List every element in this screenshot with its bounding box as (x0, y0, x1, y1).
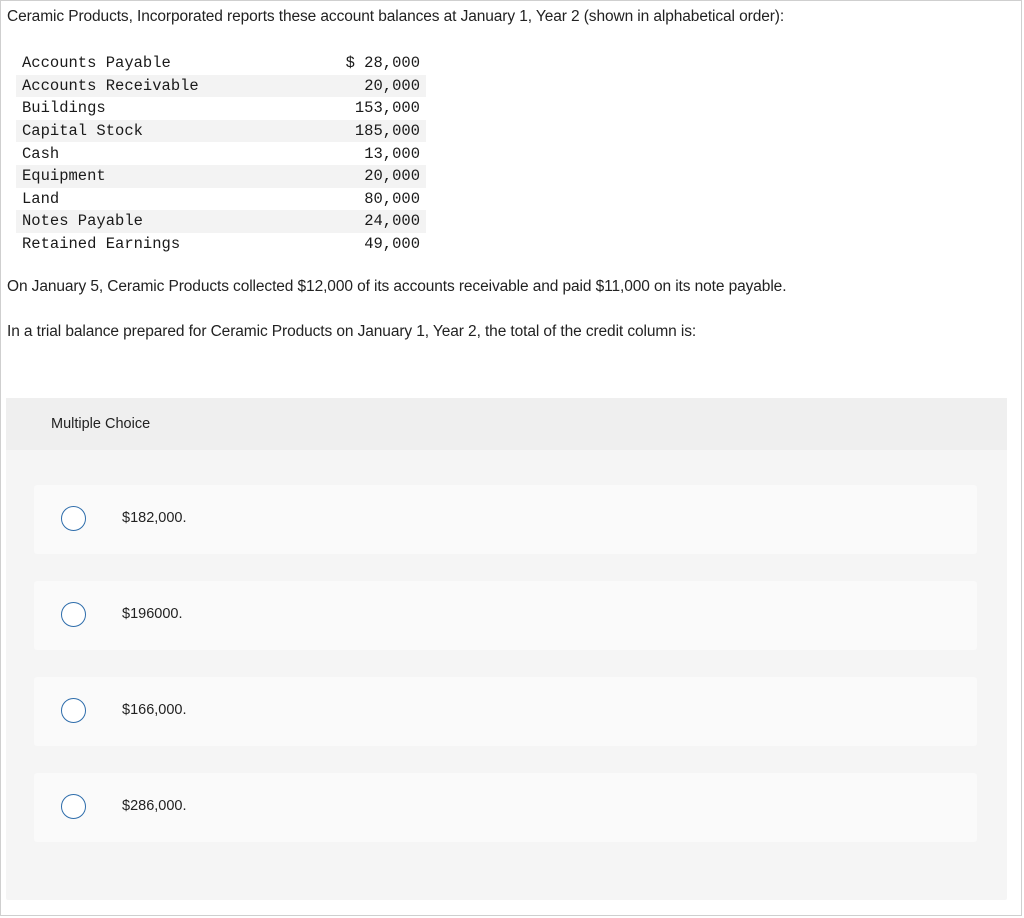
account-name: Cash (22, 144, 60, 163)
account-amount: 20,000 (332, 75, 426, 98)
table-row (16, 188, 426, 211)
account-name: Retained Earnings (22, 235, 181, 254)
account-name: Land (22, 189, 60, 208)
radio-button-icon[interactable] (61, 794, 86, 819)
choice-label: $182,000. (122, 510, 187, 526)
radio-button-icon[interactable] (61, 506, 86, 531)
table-row (16, 52, 426, 75)
account-name: Accounts Receivable (16, 75, 332, 98)
transaction-paragraph: On January 5, Ceramic Products collected $12,000 of its accounts receivable and paid $11,000 on its note payable. (7, 278, 787, 295)
radio-button-icon[interactable] (61, 698, 86, 723)
table-row (16, 120, 426, 143)
account-amount: 20,000 (332, 165, 426, 188)
account-amount: 80,000 (364, 189, 420, 208)
choice-option-1[interactable] (34, 485, 977, 554)
multiple-choice-label: Multiple Choice (51, 416, 151, 432)
choice-option-3[interactable] (34, 677, 977, 746)
choice-option-2[interactable] (34, 581, 977, 650)
choice-option-4[interactable] (34, 773, 977, 842)
question-intro: Ceramic Products, Incorporated reports these account balances at January 1, Year 2 (shown in alphabetical order): (7, 8, 785, 25)
choice-label: $286,000. (122, 798, 187, 814)
account-amount: 49,000 (364, 235, 420, 254)
account-amount: 185,000 (332, 120, 426, 143)
table-row (16, 97, 426, 120)
table-row (16, 210, 426, 233)
account-name: Equipment (16, 165, 332, 188)
choice-label: $166,000. (122, 702, 187, 718)
multiple-choice-header (6, 398, 1007, 450)
account-amount: $ 28,000 (345, 54, 420, 73)
table-row (16, 75, 426, 98)
account-balances-table (16, 52, 426, 255)
table-row (16, 165, 426, 188)
table-row (16, 233, 426, 256)
question-prompt: In a trial balance prepared for Ceramic Products on January 1, Year 2, the total of the credit column is: (7, 323, 697, 340)
account-name: Notes Payable (16, 210, 332, 233)
account-name: Capital Stock (16, 120, 332, 143)
account-amount: 153,000 (354, 99, 420, 118)
account-name: Buildings (22, 99, 106, 118)
choice-label: $196000. (122, 606, 183, 622)
multiple-choice-panel (6, 398, 1007, 900)
radio-button-icon[interactable] (61, 602, 86, 627)
account-name: Accounts Payable (22, 54, 171, 73)
account-amount: 13,000 (364, 144, 420, 163)
account-amount: 24,000 (332, 210, 426, 233)
table-row (16, 142, 426, 165)
